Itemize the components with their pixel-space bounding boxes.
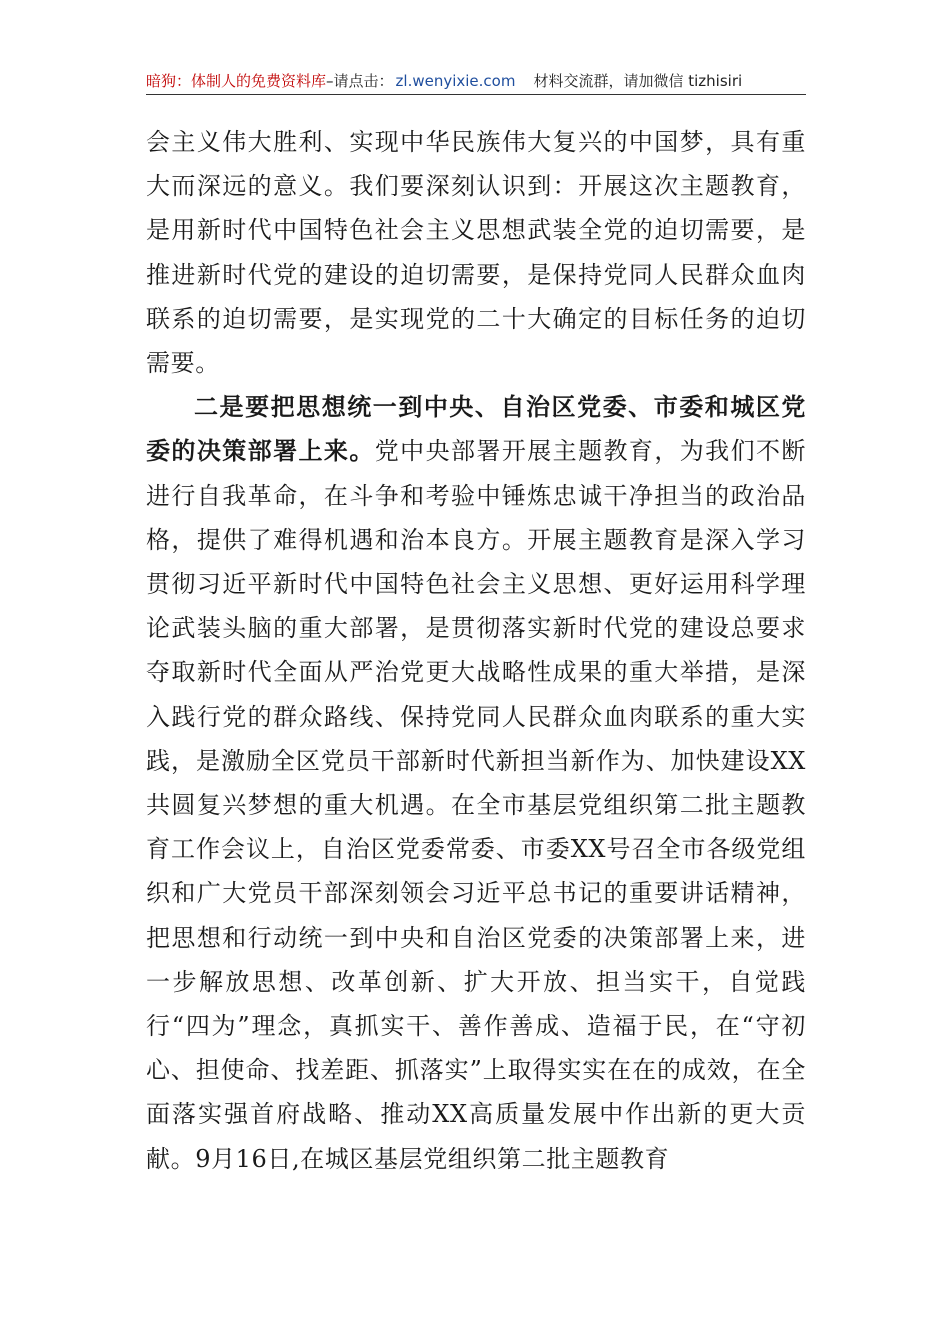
paragraph-second-point [146,385,806,1181]
header-wechat-note: 材料交流群，请加微信 tizhisiri [533,72,743,90]
header-url-link[interactable]: zl.wenyixie.com [395,72,516,90]
paragraph-text: 党中央部署开展主题教育，为我们不断进行自我革命，在斗争和考验中锤炼忠诚干净担当的政治品格，提供了难得机遇和治本良方。开展主题教育是深入学习贯彻习近平新时代中国特色社会主义思想、更好运用科学理论武装头脑的重大部署，是贯彻落实新时代党的建设总要求夺取新时代全面从严治党更大战略性成果的重大举措，是深入践行党的群众路线、保持党同人民群众血肉联系的重大实践，是激励全区党员干部新时代新担当新作为、加快建设XX共圆复兴梦想的重大机遇。在全市基层党组织第二批主题教育工作会议上，自治区党委常委、市委XX号召全市各级党组织和广大党员干部深刻领会习近平总书记的重要讲话精神，把思想和行动统一到中央和自治区党委的决策部署上来，进一步解放思想、改革创新、扩大开放、担当实干，自觉践行“四为”理念，真抓实干、善作善成、造福于民，在“守初心、担使命、找差距、抓落实”上取得实实在在的成效，在全面落实强首府战略、推动XX高质量发展中作出新的更大贡献。9月16日,在城区基层党组织第二批主题教育 [146,437,806,1173]
document-body [146,120,806,1181]
page-header [146,68,806,95]
paragraph-continued: 会主义伟大胜利、实现中华民族伟大复兴的中国梦，具有重大而深远的意义。我们要深刻认识到：开展这次主题教育，是用新时代中国特色社会主义思想武装全党的迫切需要，是推进新时代党的建设的迫切需要，是保持党同人民群众血肉联系的迫切需要，是实现党的二十大确定的目标任务的迫切需要。 [146,128,806,378]
header-separator: –请点击： [326,72,394,90]
paragraph-heading: 二是要把思想统一到中央、自治区党委、市委和城区党委的决策部署上来。 [146,392,806,466]
header-promo: 暗狗：体制人的免费资料库 [146,72,327,90]
